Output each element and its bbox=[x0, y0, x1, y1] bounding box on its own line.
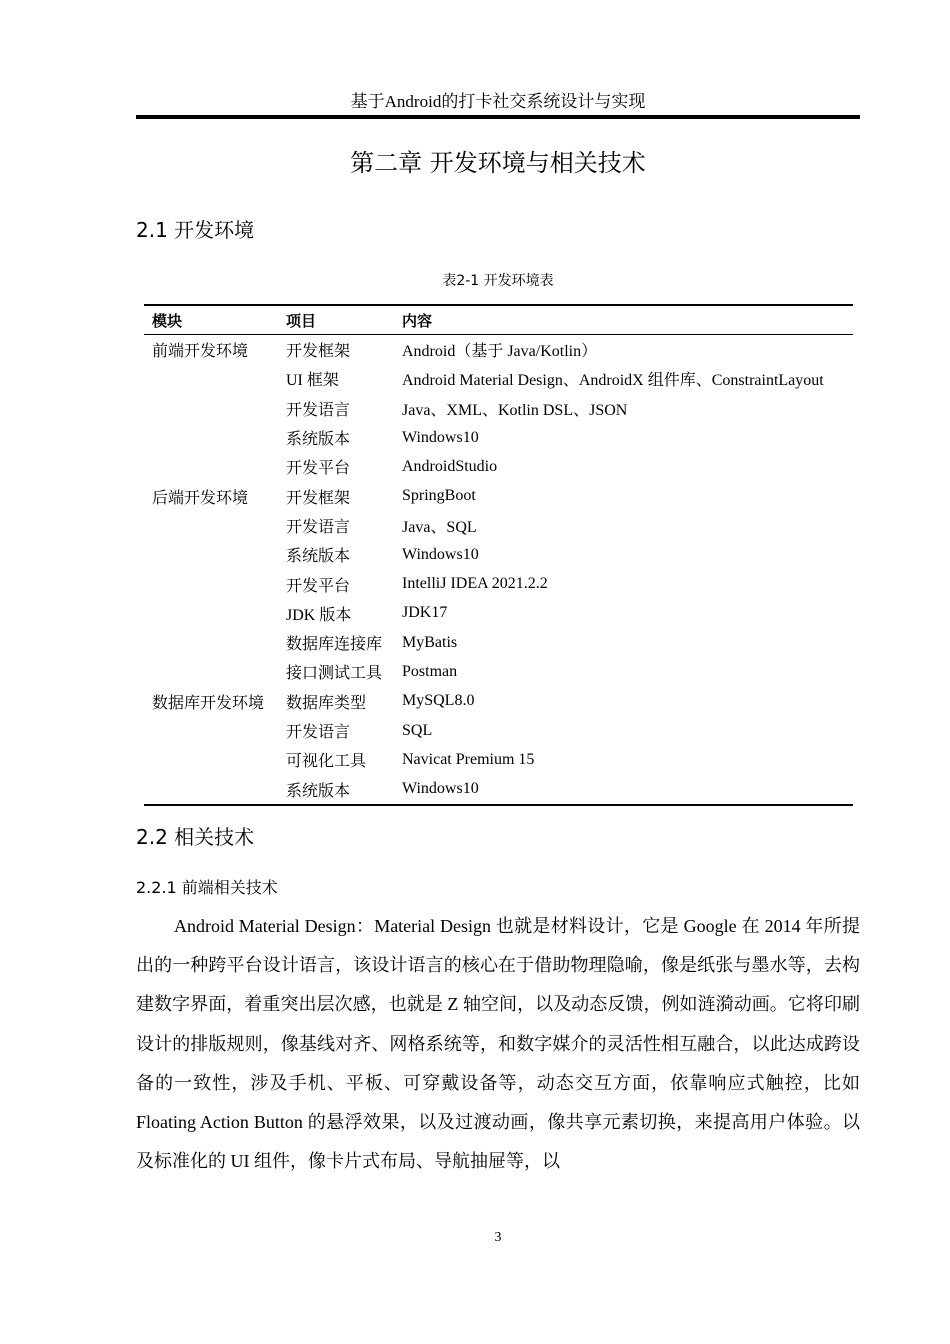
table-cell-item: 数据库类型 bbox=[286, 694, 367, 712]
table-row bbox=[144, 569, 853, 598]
table-row bbox=[144, 335, 853, 365]
table-cell-module bbox=[144, 394, 278, 423]
table-cell-item: 系统版本 bbox=[286, 431, 351, 449]
table-cell-item: 开发平台 bbox=[286, 460, 351, 478]
table-row bbox=[144, 540, 853, 569]
table-cell-content: MyBatis bbox=[402, 633, 458, 651]
table-cell-content: AndroidStudio bbox=[402, 457, 498, 475]
table-cell-content: IntelliJ IDEA 2021.2.2 bbox=[402, 575, 548, 593]
table-cell-content: Java、XML、Kotlin DSL、JSON bbox=[402, 401, 628, 419]
table-cell-module bbox=[144, 423, 278, 452]
table-cell-item: 开发语言 bbox=[286, 724, 351, 741]
table-cell-module bbox=[144, 511, 278, 540]
table-cell-module: 前端开发环境 bbox=[152, 343, 249, 361]
table-cell-item: 开发框架 bbox=[286, 343, 351, 361]
table-cell-content: SQL bbox=[402, 721, 433, 739]
table-cell-module bbox=[144, 599, 278, 628]
table-cell-content: Navicat Premium 15 bbox=[402, 750, 535, 768]
table-cell-content: Windows10 bbox=[402, 428, 479, 446]
table-cell-item: 系统版本 bbox=[286, 782, 351, 800]
table-cell-module bbox=[144, 452, 278, 481]
table-cell-content: Postman bbox=[402, 662, 458, 680]
table-cell-content: Windows10 bbox=[402, 545, 479, 563]
body-paragraph: Android Material Design：Material Design 也就是材料设计，它是 Google 在 2014 年所提出的一种跨平台设计语言，该设计语言的核心在于借助物理隐喻，像是纸张与墨水等，去构建数字界面，着重突出层次感，也就是 Z 轴空间，以及动态反馈，例如涟漪动画。它将印刷设计的排版规则，像基线对齐、网格系统等，和数字媒介的灵活性相互融合，以此达成跨设备的一致性，涉及手机、平板、可穿戴设备等，动态交互方面，依靠响应式触控，比如 Floating Action Button 的悬浮效果，以及过渡动画，像共享元素切换，来提高用户体验。以及标准化的 UI 组件，像卡片式布局、导航抽屉等，以 bbox=[136, 916, 860, 1172]
table-row bbox=[144, 599, 853, 628]
table-cell-module bbox=[144, 774, 278, 804]
table-cell-item: 开发平台 bbox=[286, 577, 351, 595]
table-cell-module bbox=[144, 569, 278, 598]
table-row bbox=[144, 716, 853, 745]
table-cell-module bbox=[144, 628, 278, 657]
table-cell-item: 可视化工具 bbox=[286, 753, 367, 771]
table-cell-content: MySQL8.0 bbox=[402, 692, 475, 710]
table-row bbox=[144, 657, 853, 686]
table-cell-item: UI 框架 bbox=[286, 372, 339, 390]
table-header-row bbox=[144, 305, 853, 335]
table-cell-module bbox=[144, 657, 278, 686]
table-row bbox=[144, 687, 853, 716]
table-cell-item: 开发语言 bbox=[286, 518, 351, 536]
page-number: 3 bbox=[494, 1230, 502, 1245]
table-cell-item: 接口测试工具 bbox=[286, 665, 383, 683]
table-caption: 表2-1 开发环境表 bbox=[442, 273, 554, 289]
table-cell-module: 数据库开发环境 bbox=[152, 694, 265, 712]
table-cell-item: 开发框架 bbox=[286, 489, 351, 507]
table-cell-module bbox=[144, 540, 278, 569]
table-row bbox=[144, 481, 853, 510]
table-row bbox=[144, 745, 853, 774]
environment-table bbox=[144, 304, 853, 806]
table-cell-content: SpringBoot bbox=[402, 487, 476, 505]
column-header-content: 内容 bbox=[402, 311, 433, 330]
table-cell-item: 开发语言 bbox=[286, 401, 351, 419]
table-cell-item: 系统版本 bbox=[286, 548, 351, 566]
table-cell-item: 数据库连接库 bbox=[286, 636, 383, 654]
table-cell-module bbox=[144, 364, 278, 393]
running-header: 基于Android的打卡社交系统设计与实现 bbox=[350, 92, 646, 111]
table-row bbox=[144, 628, 853, 657]
section-heading-2-2: 2.2 相关技术 bbox=[136, 825, 255, 849]
table-cell-module bbox=[144, 716, 278, 745]
table-cell-content: Android（基于 Java/Kotlin） bbox=[402, 343, 598, 361]
table-row bbox=[144, 423, 853, 452]
table-cell-module: 后端开发环境 bbox=[152, 489, 249, 507]
table-cell-content: JDK17 bbox=[402, 604, 448, 622]
column-header-module: 模块 bbox=[152, 311, 183, 330]
table-cell-content: Android Material Design、AndroidX 组件库、ConstraintLayout bbox=[402, 372, 824, 390]
chapter-title: 第二章 开发环境与相关技术 bbox=[350, 149, 646, 177]
table-row bbox=[144, 364, 853, 393]
section-heading-2-2-1: 2.2.1 前端相关技术 bbox=[136, 878, 278, 897]
header-rule bbox=[136, 115, 860, 119]
table-row bbox=[144, 511, 853, 540]
table-cell-module bbox=[144, 745, 278, 774]
table-row bbox=[144, 774, 853, 804]
table-cell-content: Java、SQL bbox=[402, 518, 477, 536]
table-row bbox=[144, 452, 853, 481]
table-row bbox=[144, 394, 853, 423]
section-heading-2-1: 2.1 开发环境 bbox=[136, 218, 255, 242]
column-header-item: 项目 bbox=[286, 311, 317, 330]
table-cell-content: Windows10 bbox=[402, 780, 479, 798]
table-cell-item: JDK 版本 bbox=[286, 606, 352, 624]
